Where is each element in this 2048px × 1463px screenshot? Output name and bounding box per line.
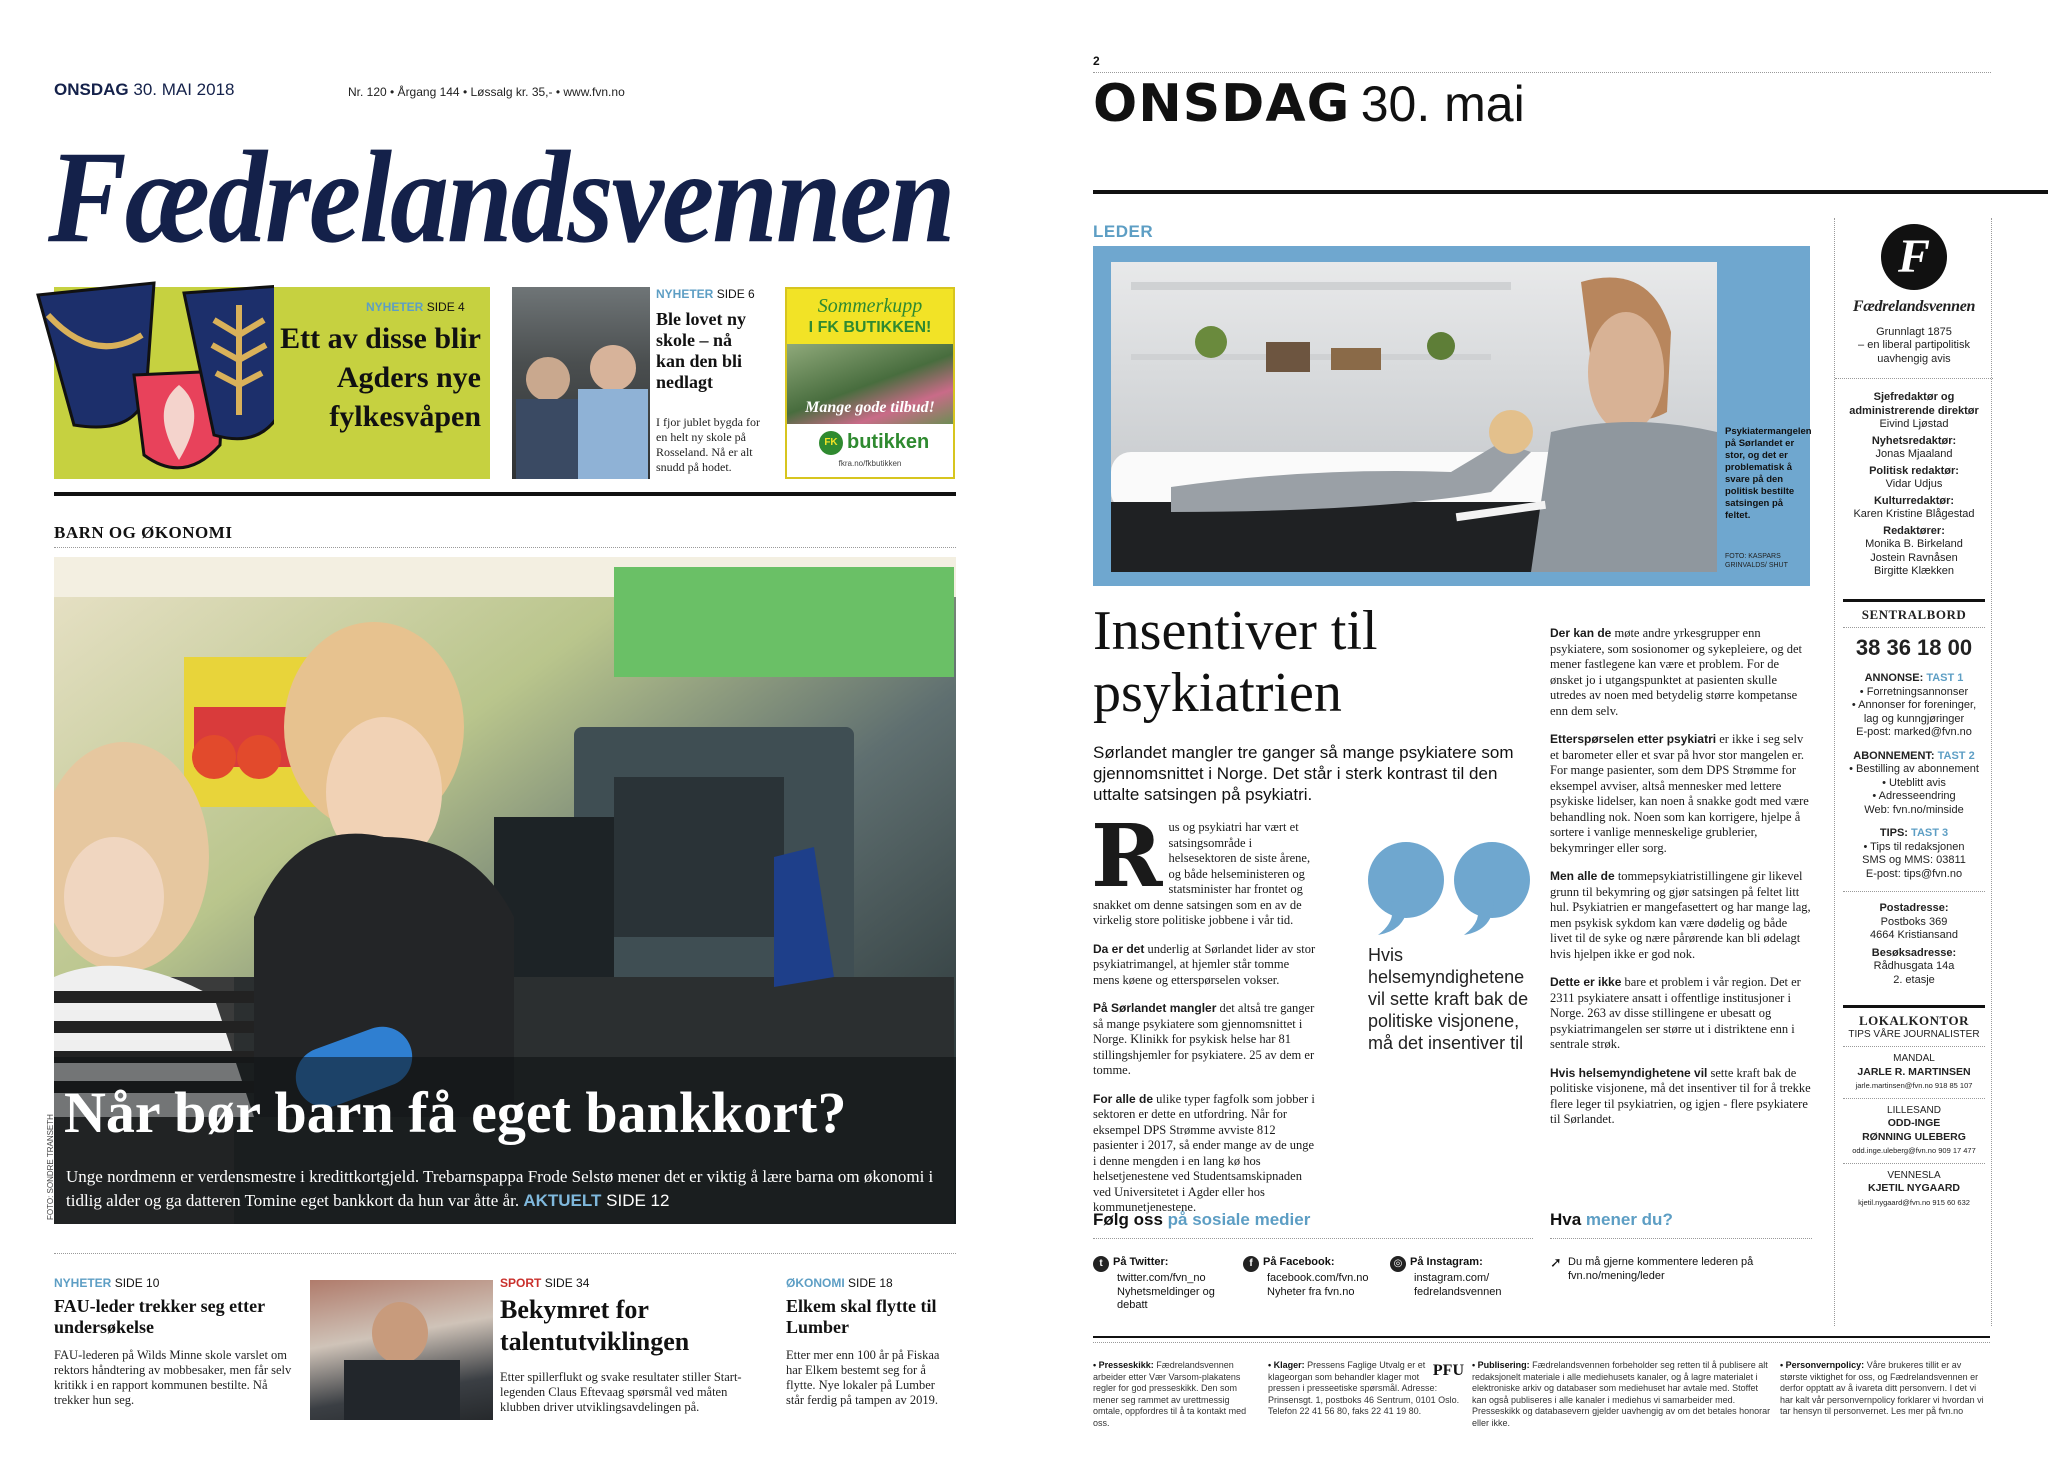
photo-credit: FOTO: KASPARS GRINVALDS/ SHUT <box>1725 553 1788 569</box>
office-vennesla: VENNESLA KJETIL NYGAARD kjetil.nygaard@fvn.no 915 60 632 <box>1835 1169 1993 1210</box>
leader-column-1 <box>1091 806 1317 1229</box>
staff-name: Eivind Ljøstad <box>1879 418 1949 430</box>
dateline-date: 30. MAI 2018 <box>133 80 235 99</box>
ad-line2: I FK BUTIKKEN! <box>808 319 932 336</box>
bottom3-headline: Elkem skal flytte til Lumber <box>786 1296 937 1337</box>
tips-block: TIPS: TAST 3 • Tips til redaksjonen SMS og MMS: 03811 E-post: tips@fvn.no <box>1835 827 1993 881</box>
divider <box>54 547 956 548</box>
staff-role: Redaktører: <box>1883 524 1945 537</box>
post-address: Postboks 369 4664 Kristiansand <box>1869 915 1959 941</box>
coat-of-arms-images <box>34 275 274 490</box>
bottom1-kicker: NYHETER SIDE 10 <box>54 1276 160 1290</box>
visit-address: Rådhusgata 14a 2. etasje <box>1873 960 1955 986</box>
tips-email[interactable]: E-post: tips@fvn.no <box>1865 867 1963 880</box>
pull-quote <box>1368 840 1538 1054</box>
social-facebook[interactable]: f På Facebook: facebook.com/fvn.no Nyheter fra fvn.no <box>1243 1256 1383 1299</box>
divider <box>1093 1238 1533 1239</box>
teaser1-headline: Ett av disse blir Agders nye fylkesvåpen <box>280 322 481 433</box>
bottom2-body: Etter spillerflukt og svake resultater stiller Start-legenden Claus Eftevaag spørsmål ved måten klubben driver utviklingsavdelingen på. <box>500 1370 742 1414</box>
staff-role: Sjefredaktør og administrerende direktør <box>1849 391 1979 417</box>
bottom-teaser-sport[interactable] <box>310 1276 760 1430</box>
pull-quote-text: Hvis helsemyndighetene vil sette kraft bak de politiske visjonene, må det insentiver til <box>1368 945 1529 1053</box>
main-photo-credit: FOTO: SONDRE TRANSETH <box>46 1114 55 1220</box>
paragraph: På Sørlandet mangler det altså tre ganger så mange psykiatere som gjennomsnittet i Norge. Klinikk for psykisk helse har 81 stillingshjemler for psykiatere. 25 av dem er tomme. <box>1093 1001 1315 1077</box>
office-contact[interactable]: jarle.martinsen@fvn.no 918 85 107 <box>1855 1081 1973 1090</box>
social-title: Følg oss på sosiale medier <box>1093 1210 1311 1229</box>
twitter-lines: twitter.com/fvn_no Nyhetsmeldinger og debatt <box>1117 1272 1215 1311</box>
annonse-block: ANNONSE: TAST 1 • Forretningsannonser • Annonser for foreninger, lag og kunngjøringer E-post: marked@fvn.no <box>1835 672 1993 740</box>
social-instagram[interactable]: ◎ På Instagram: instagram.com/ fedrelandsvennen <box>1390 1256 1530 1299</box>
divider <box>1550 1238 1812 1239</box>
page-number: 2 <box>1093 54 1100 68</box>
section-label: LEDER <box>1093 222 1154 241</box>
main-section-label: BARN OG ØKONOMI <box>54 523 233 542</box>
post-title: Postadresse: <box>1879 902 1949 914</box>
office-contact[interactable]: kjetil.nygaard@fvn.no 915 60 632 <box>1858 1197 1970 1207</box>
staff-name: Karen Kristine Blågestad <box>1853 508 1975 520</box>
footer-publisering: • Publisering: Fædrelandsvennen forbeholder seg retten til å publisere alt redaksjonelt materiale i alle mediehusets kanaler, og å lagre materialet i elektroniske arkiv og databaser som mediehuset har avtale med. Stoffet kan også publiseres i alle kanaler i mediehus vi samarbeider med. Presseskikk og databasevern gjelder uavhengig av om det betales honorar eller ikke. <box>1472 1360 1771 1428</box>
footer-klager: PFU • Klager: Pressens Faglige Utvalg er et klageorgan som behandler klager mot pressen i presseetiske spørsmål. Adresse: Prinsensgt. 1, postboks 46 Sentrum, 0101 Oslo. Telefon 22 41 56 80, faks 22 41 19 80. <box>1268 1360 1464 1416</box>
ad-logo: FK <box>819 431 843 455</box>
staff-role: Nyhetsredaktør: <box>1871 434 1957 447</box>
sidebar-masthead: Fædrelandsvennen <box>1852 298 1976 315</box>
staff-role: Politisk redaktør: <box>1869 464 1959 477</box>
teaser1-kicker: NYHETER SIDE 4 <box>366 300 465 314</box>
divider <box>1093 1342 1990 1343</box>
office-contact[interactable]: odd.inge.uleberg@fvn.no 909 17 477 <box>1852 1146 1976 1155</box>
opinion-title: Hva mener du? <box>1550 1210 1673 1229</box>
ad-line3: Mange gode tilbud! <box>805 399 935 416</box>
quote-marks-icon <box>1368 840 1538 935</box>
teaser2-body: I fjor jublet bygda for en helt ny skole på Rosseland. Nå er alt snudd på hodet. <box>656 415 760 474</box>
main-story[interactable] <box>54 557 956 1224</box>
paragraph: Rus og psykiatri har vært et satsingsområde i helsesektoren de siste årene, og både helseministeren og statsminister har frontet og snakket om denne satsingen som en av de virkelig store politiske jobbene i vår tid. <box>1091 806 1311 927</box>
masthead: Fædrelandsvennen <box>48 123 954 271</box>
facebook-lines: facebook.com/fvn.no Nyheter fra fvn.no <box>1267 1272 1369 1298</box>
staff-name: Vidar Udjus <box>1885 478 1943 490</box>
visit-title: Besøksadresse: <box>1871 946 1957 959</box>
staff-role: Kulturredaktør: <box>1873 494 1955 507</box>
staff-name: Jonas Mjaaland <box>1875 448 1953 460</box>
teaser2-kicker: NYHETER SIDE 6 <box>656 287 755 301</box>
paragraph: For alle de ulike typer fagfolk som jobber i sektoren er dette en utfordring. Når for eksempel DPS Strømme avviste 812 pasienter i 2017, så ender mange av de unge i denne mengden i en lang kø hos helsetjenestene ved Studentsamskipnaden ved Universitetet i Agder eller hos kommunetjenestene. <box>1093 1091 1315 1214</box>
sport-photo <box>310 1280 493 1420</box>
annonse-email[interactable]: E-post: marked@fvn.no <box>1856 726 1972 738</box>
main-lead: Unge nordmenn er verdensmestre i kredittkortgjeld. Trebarnspappa Frode Selstø mener det er viktig å lære barna om økonomi i tidlig alder og ga datteren Tomine eget bankkort da hun var åtte år. AKTUELT SIDE 12 <box>66 1167 934 1210</box>
ad-fk-butikken[interactable] <box>785 287 955 479</box>
leader-photo-box <box>1093 246 1810 586</box>
bottom2-kicker: SPORT SIDE 34 <box>500 1276 590 1290</box>
bottom3-kicker: ØKONOMI SIDE 18 <box>786 1276 893 1290</box>
local-title: LOKALKONTOR <box>1858 1013 1969 1028</box>
teaser-fylkesvapen[interactable] <box>54 287 490 479</box>
switchboard-phone[interactable]: 38 36 18 00 <box>1855 635 1973 660</box>
page-title <box>1093 72 1525 136</box>
footer-personvern: • Personvernpolicy: Våre brukeres tillit er av største viktighet for oss, og Fædrelandsvennen er derfor opptatt av å ivareta ditt personvern. I det vi har kalt vår personvernpolicy forklarer vi hvordan vi tar hensyn til personvernet. Les mer på fvn.no <box>1780 1360 1984 1416</box>
dateline-day: ONSDAG <box>54 80 129 99</box>
dropcap: R <box>1091 806 1163 907</box>
top-rule <box>1093 190 2048 194</box>
twitter-icon: t <box>1093 1256 1109 1272</box>
social-twitter[interactable]: t På Twitter: twitter.com/fvn_no Nyhetsmeldinger og debatt <box>1093 1256 1233 1313</box>
leader-headline: Insentiver til psykiatrien <box>1093 600 1378 724</box>
cursor-icon: ➚ <box>1550 1254 1562 1270</box>
opinion-link[interactable]: ➚ Du må gjerne kommentere lederen på fvn.no/mening/leder <box>1550 1254 1754 1282</box>
front-rule <box>54 492 956 496</box>
photo-caption: Psykiatermangelen på Sørlandet er stor, og det er problematisk å svare på den politisk bestilte satsingen på feltet. <box>1725 426 1812 521</box>
main-headline: Når bør barn få eget bankkort? <box>64 1080 847 1145</box>
bottom2-headline: Bekymret for talentutviklingen <box>500 1295 690 1356</box>
office-lillesand: LILLESAND ODD-INGE RØNNING ULEBERG odd.inge.uleberg@fvn.no 909 17 477 <box>1835 1104 1993 1158</box>
leader-column-2 <box>1550 626 1812 1141</box>
ad-line1: Sommerkupp <box>817 295 923 317</box>
bottom1-headline: FAU-leder trekker seg etter undersøkelse <box>54 1296 265 1337</box>
pfu-logo: PFU <box>1432 1362 1464 1379</box>
staff-list <box>1835 391 1993 579</box>
bottom3-body: Etter mer enn 100 år på Fiskaa har Elkem bestemt seg for å flytte. Nye lokaler på Lumber står ferdig på tampen av 2019. <box>786 1348 940 1407</box>
paragraph: Der kan de møte andre yrkesgrupper enn psykiatere, som sosionomer og sykepleiere, og det mener fastlegene kan være et problem. For de ønsket jo i utgangspunktet at pasienten skulle utredes av noen med betydelig større kompetanse enn dem selv. <box>1550 626 1803 718</box>
ad-brand: butikken <box>847 431 930 453</box>
bottom-teaser-fau[interactable] <box>54 1276 294 1426</box>
staff-name: Monika B. Birkeland Jostein Ravnåsen Birgitte Klækken <box>1865 538 1963 577</box>
main-ref-link[interactable]: AKTUELT SIDE 12 <box>523 1191 670 1210</box>
dateline-meta: Nr. 120 • Årgang 144 • Løssalg kr. 35,- • www.fvn.no <box>348 85 625 99</box>
abo-block: ABONNEMENT: TAST 2 • Bestilling av abonnement • Uteblitt avis • Adresseendring Web: fvn.no/minside <box>1835 750 1993 818</box>
footer-presseskikk: • Presseskikk: Fædrelandsvennen arbeider etter Vær Varsom-plakatens regler for god presseskikk. Den som mener seg rammet av urettmessig omtale, oppfordres til å ta kontakt med oss. <box>1093 1360 1247 1428</box>
tips-sms[interactable]: SMS og MMS: 03811 <box>1862 854 1966 866</box>
divider <box>54 1253 956 1254</box>
instagram-lines: instagram.com/ fedrelandsvennen <box>1414 1272 1502 1298</box>
sidebar-logo-icon: F <box>1881 224 1947 290</box>
page-title-date: 30. mai <box>1360 76 1525 132</box>
ad-url: fkra.no/fkbutikken <box>838 459 902 468</box>
paragraph: Da er det underlig at Sørlandet lider av stor psykiatrimangel, at hjemler står tomme mens køene og etterspørselen vokser. <box>1093 941 1316 987</box>
local-subtitle: TIPS VÅRE JOURNALISTER <box>1848 1028 1980 1040</box>
footer-rule <box>1093 1336 1990 1338</box>
office-mandal: MANDAL JARLE R. MARTINSEN jarle.martinsen@fvn.no 918 85 107 <box>1835 1052 1993 1093</box>
bottom-teaser-elkem[interactable] <box>786 1276 956 1426</box>
paragraph: Etterspørselen etter psykiatri er ikke i seg selv et barometer eller et svar på hvor stor mangelen er. For mange pasienter, som dem DPS Strømme for eksempel avviser, altså mennesker med lettere psykiske lidelser, kan noen å snakke godt med være behandling nok. Noen som kan korrigere, hjelpe å sortere i vanlige menneskelige grublerier, bekymringer eller sorg. <box>1550 732 1809 855</box>
sidebar <box>1834 218 1992 1326</box>
instagram-icon: ◎ <box>1390 1256 1406 1272</box>
leader-photo-therapy-session <box>1111 262 1717 572</box>
teaser2-photo <box>512 287 650 479</box>
teaser-school[interactable] <box>512 287 764 479</box>
leader-ingress: Sørlandet mangler tre ganger så mange psykiatere som gjennomsnittet i Norge. Det står i sterk kontrast til den uttalte satsingen på psykiatri. <box>1093 743 1514 804</box>
abo-web[interactable]: Web: fvn.no/minside <box>1864 803 1964 816</box>
paragraph: Men alle de tommepsykiatristillingene gir likevel grunn til bekymring og gjør satsingen på feltet litt hul. Psykiatrien er mangefasettert og har mange lag, men psykisk sykdom kan være dødelig og både livet til de syke og nære pårørende kan bli ødelagt hvis hjelpen ikke er god nok. <box>1550 869 1811 961</box>
teaser2-headline: Ble lovet ny skole – nå kan den bli nedlagt <box>656 309 746 392</box>
paragraph: Dette er ikke bare et problem i vår region. Det er 2311 psykiatere ansatt i offentlige institusjoner i Norge. 263 av disse stillingene er ubesatt og psykiatrimangelen ser større ut i distriktene enn i sentrale strøk. <box>1550 975 1801 1051</box>
sidebar-founded: Grunnlagt 1875 – en liberal partipolitisk uavhengig avis <box>1858 325 1970 365</box>
page-title-day: ONSDAG <box>1093 74 1351 134</box>
bottom1-body: FAU-lederen på Wilds Minne skole varslet om rektors håndtering av mobbesaker, men får selv kritikk i en rapport kommunen bestilte. Nå trekker hun seg. <box>54 1348 292 1407</box>
dateline <box>54 80 234 100</box>
switchboard-title: SENTRALBORD <box>1861 606 1967 622</box>
paragraph: Hvis helsemyndighetene vil sette kraft bak de politiske visjonene, må det insentiver til for å trekke flere leger til psykiatrien, og igjen - flere psykiatere til Sørlandet. <box>1550 1065 1811 1126</box>
facebook-icon: f <box>1243 1256 1259 1272</box>
